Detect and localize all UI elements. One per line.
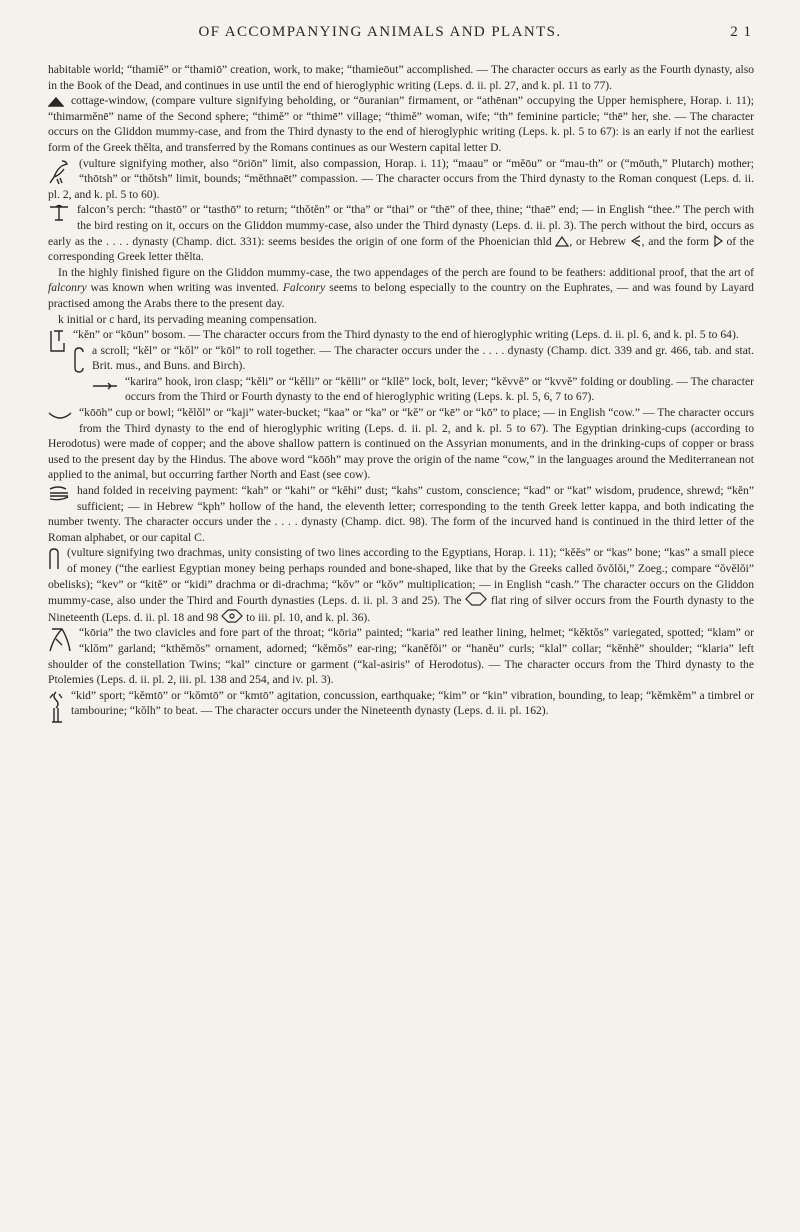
paragraph-sport xyxy=(48,688,754,719)
paragraph-bosom xyxy=(48,327,754,343)
paragraph-drachma: (vulture signifying two drachmas, unity consisting of two lines according to the Egyptians, Horap. i. 11); “kĕĕs” or “kas” bone; “kas” a small piece of money (“the earliest Egyptian money being perhaps rounded and bone-shaped, like that by the Greeks called ŏvŏlŏi,” Zoeg.; compare “ŏvĕlŏi” obelisks); “kev” or “kitĕ” or “kidi” drachma or di-drachma; “kŏv” or “kŏv” multiplication; — in English “cash.” The character occurs on the Gliddon mummy-case, also under the Third and Fourth dynasties (Leps. d. ii. pl. 3 and 25). The flat ring of silver occurs from the Fourth dynasty to the Nineteenth (Leps. d. ii. pl. 18 and 98 to iii. pl. 10, and k. pl. 36). xyxy=(48,546,755,624)
window-icon xyxy=(48,97,64,107)
running-title: OF ACCOMPANYING ANIMALS AND PLANTS. xyxy=(198,24,562,40)
paragraph-text: (vulture signifying mother, also “ōriōn” limit, also compassion, Horap. i. 11); “maau” or “mĕōu” or “mau-th” or (“mōuth,” Plutarch) mother; “thōtsh” or “thŏtsh” limit, bounds; “mĕthnaēt” compassion. — The character occurs from the Third dynasty to the Roman conquest (Leps. d. ii. pl. 2, and k. pl. 5 to 60). xyxy=(48,156,754,201)
paragraph-k-initial: k initial or c hard, its pervading meaning compensation. xyxy=(58,312,317,326)
hook-icon xyxy=(92,382,118,390)
page-number: 2 1 xyxy=(730,24,752,40)
paragraph-falconry: In the highly finished figure on the Gliddon mummy-case, the two appendages of the perch are found to be feathers: additional proof, that the art of falconry was known when writing was invented. Falconry seems to belong especially to the country on the Euphrates, — and was found by Layard practised among the Arabs there to the present day. xyxy=(48,265,754,310)
paragraph-text: cottage-window, (compare vulture signifying beholding, or “ōuranian” firmament, or “athēnan” occupying the Upper hemisphere, Horap. i. 11); “thimarmĕnē” name of the Second sphere; “thimĕ” or “thimē” village; “thimĕ” woman, wife; “th” feminine particle; “thē” her, she. — The character occurs on the Gliddon mummy-case, and from the Third dynasty to the end of hieroglyphic writing (Leps. k. pl. 5 to 67): is an early if not the earliest form of the Greek thĕlta, and transferred by the Romans continues as our Western capital letter D. xyxy=(48,94,754,154)
page-body xyxy=(48,62,754,724)
paragraph-clavicles xyxy=(48,625,754,687)
sport-icon xyxy=(48,690,64,724)
paragraph-cup xyxy=(48,405,754,483)
paragraph-falcon-perch: falcon’s perch: “thastō” or “tasthō” to return; “thŏtĕn” or “tha” or “thai” or “thē” of thee, thine; “thaē” end; — in English “thee.” The perch with the bird resting on it, occurs on the Gliddon mummy-case, also under the Third dynasty (Leps. d. ii. pl. 3). The perch without the bird, occurs as early as the . . . . dynasty (Champ. dict. 331): seems besides the origin of one form of the Phoenician thld , or Hebrew , and the form of the corresponding Greek letter thĕlta. xyxy=(48,203,754,264)
paragraph-vulture-mother xyxy=(48,156,754,203)
bosom-icon xyxy=(48,329,66,353)
paragraph-text: “kōōh” cup or bowl; “kĕlŏl” or “kaji” water-bucket; “kaa” or “ka” or “kĕ” or “kē” or “kō” to place; — in English “cow.” — The character occurs from the Third dynasty to the end of hieroglyphic writing (Leps. d. ii. pl. 2, and k. pl. 5 to 67). The Egyptian drinking-cups (according to Herodotus) were made of copper; and the above shallow pattern is continued on the Assyrian monuments, and in the drinking-cups of copper or brass used to the present day by the Hindus. The above word “kōōh” may prove the origin of the name “cow,” in the languages around the Mediterranean not applied to the animal, but occurring farther North and East (see cow). xyxy=(48,406,754,482)
paragraph-scroll xyxy=(48,343,754,374)
paragraph-text: “kĕn” or “kōun” bosom. — The character occurs from the Third dynasty to the end of hieroglyphic writing (Leps. d. ii. pl. 6, and k. pl. 5 to 64). xyxy=(73,328,739,342)
paragraph-text: “kōria” the two clavicles and fore part of the throat; “kōria” painted; “karia” red leather lining, helmet; “kĕktŏs” variegated, spotted; “klam” or “klŏm” garland; “kthĕmŏs” ornament, adorned; “kĕmŏs” ear-ring; “kanĕfŏi” or “hanĕu” curls; “klal” collar; “kĕnhĕ” shoulder; “klaria” left shoulder of the constellation Twins; “kal” cincture or garment (“kal-asiris” of Herodotus). — The character occurs from the Third dynasty to the Ptolemies (Leps. d. ii. pl. 2, iii. pl. 138 and 254, and iv. pl. 3). xyxy=(48,626,754,687)
cup-icon xyxy=(48,411,72,421)
vulture-icon xyxy=(48,158,72,186)
paragraph-hand xyxy=(48,483,754,545)
greek-delta-form-icon xyxy=(713,235,723,247)
paragraph-text: “karira” hook, iron clasp; “kĕli” or “kĕlli” or “kĕlli” or “kllĕ” lock, bolt, lever; “kĕvvĕ” or “kvvĕ” folding or doubling. — The character occurs from the Third or Fourth dynasty to the end of hieroglyphic writing (Leps. k. pl. 5, 6, 7 to 67). xyxy=(125,374,754,404)
falcon-perch-icon xyxy=(48,204,70,222)
clavicle-icon xyxy=(48,627,72,653)
paragraph-text: “kid” sport; “kĕmtō” or “kŏmtō” or “kmtō” agitation, concussion, earthquake; “kim” or “kin” vibration, bounding, to leap; “kĕmkĕm” a timbrel or tambourine; “kŏlh” to beat. — The character occurs under the Nineteenth dynasty (Leps. d. ii. pl. 162). xyxy=(71,688,754,718)
paragraph-thamie: habitable world; “thamiĕ” or “thamiō” creation, work, to make; “thamieōut” accomplished. — The character occurs as early as the Fourth dynasty, also in the Book of the Dead, and continues in use until the end of hieroglyphic writing (Leps. d. ii. pl. 27, and k. pl. 11 to 77). xyxy=(48,63,754,92)
ring-variant-icon xyxy=(221,609,243,623)
paragraph-text: hand folded in receiving payment: “kah” or “kahi” or “kĕhi” dust; “kahs” custom, conscience; “kad” or “kat” wisdom, prudence, shrewd; “kĕn” sufficient; — in Hebrew “kph” hollow of the hand, the eleventh letter; corresponding to the tenth Greek letter kappa, and both indicating the number twenty. The character occurs under the . . . . dynasty (Champ. dict. 98). The form of the incurved hand is continued in the third letter of the Roman alphabet, or our capital C. xyxy=(48,484,754,544)
phoenician-delta-icon xyxy=(555,235,569,247)
paragraph-text: a scroll; “kĕl” or “kŏl” or “kōl” to roll together. — The character occurs under the . . . . dynasty (Champ. dict. 339 and gr. 466, tab. and stat. Brit. mus., and Buns. and Birch). xyxy=(92,343,754,373)
hebrew-daleth-icon xyxy=(630,235,642,247)
hand-icon xyxy=(48,485,70,501)
drachma-icon xyxy=(48,547,60,571)
page-header xyxy=(48,22,752,46)
paragraph-cottage-window xyxy=(48,93,754,155)
paragraph-hook xyxy=(48,374,754,405)
scroll-icon xyxy=(73,345,85,375)
paragraph-text: falcon’s perch: “thastō” or “tasthō” to return; “thŏtĕn” or “tha” or “thai” or “thē” of thee, thine; “thaē” end; — in English “thee.” The perch with the bird resting on it, occurs on the Gliddon mummy-case, also under the Third dynasty (Leps. d. ii. pl. 3). The perch without the bird, occurs as early as the . . . . dynasty (Champ. dict. 331): seems besides the origin of one form of the Phoenician thld xyxy=(48,203,754,248)
ring-icon xyxy=(465,592,487,606)
